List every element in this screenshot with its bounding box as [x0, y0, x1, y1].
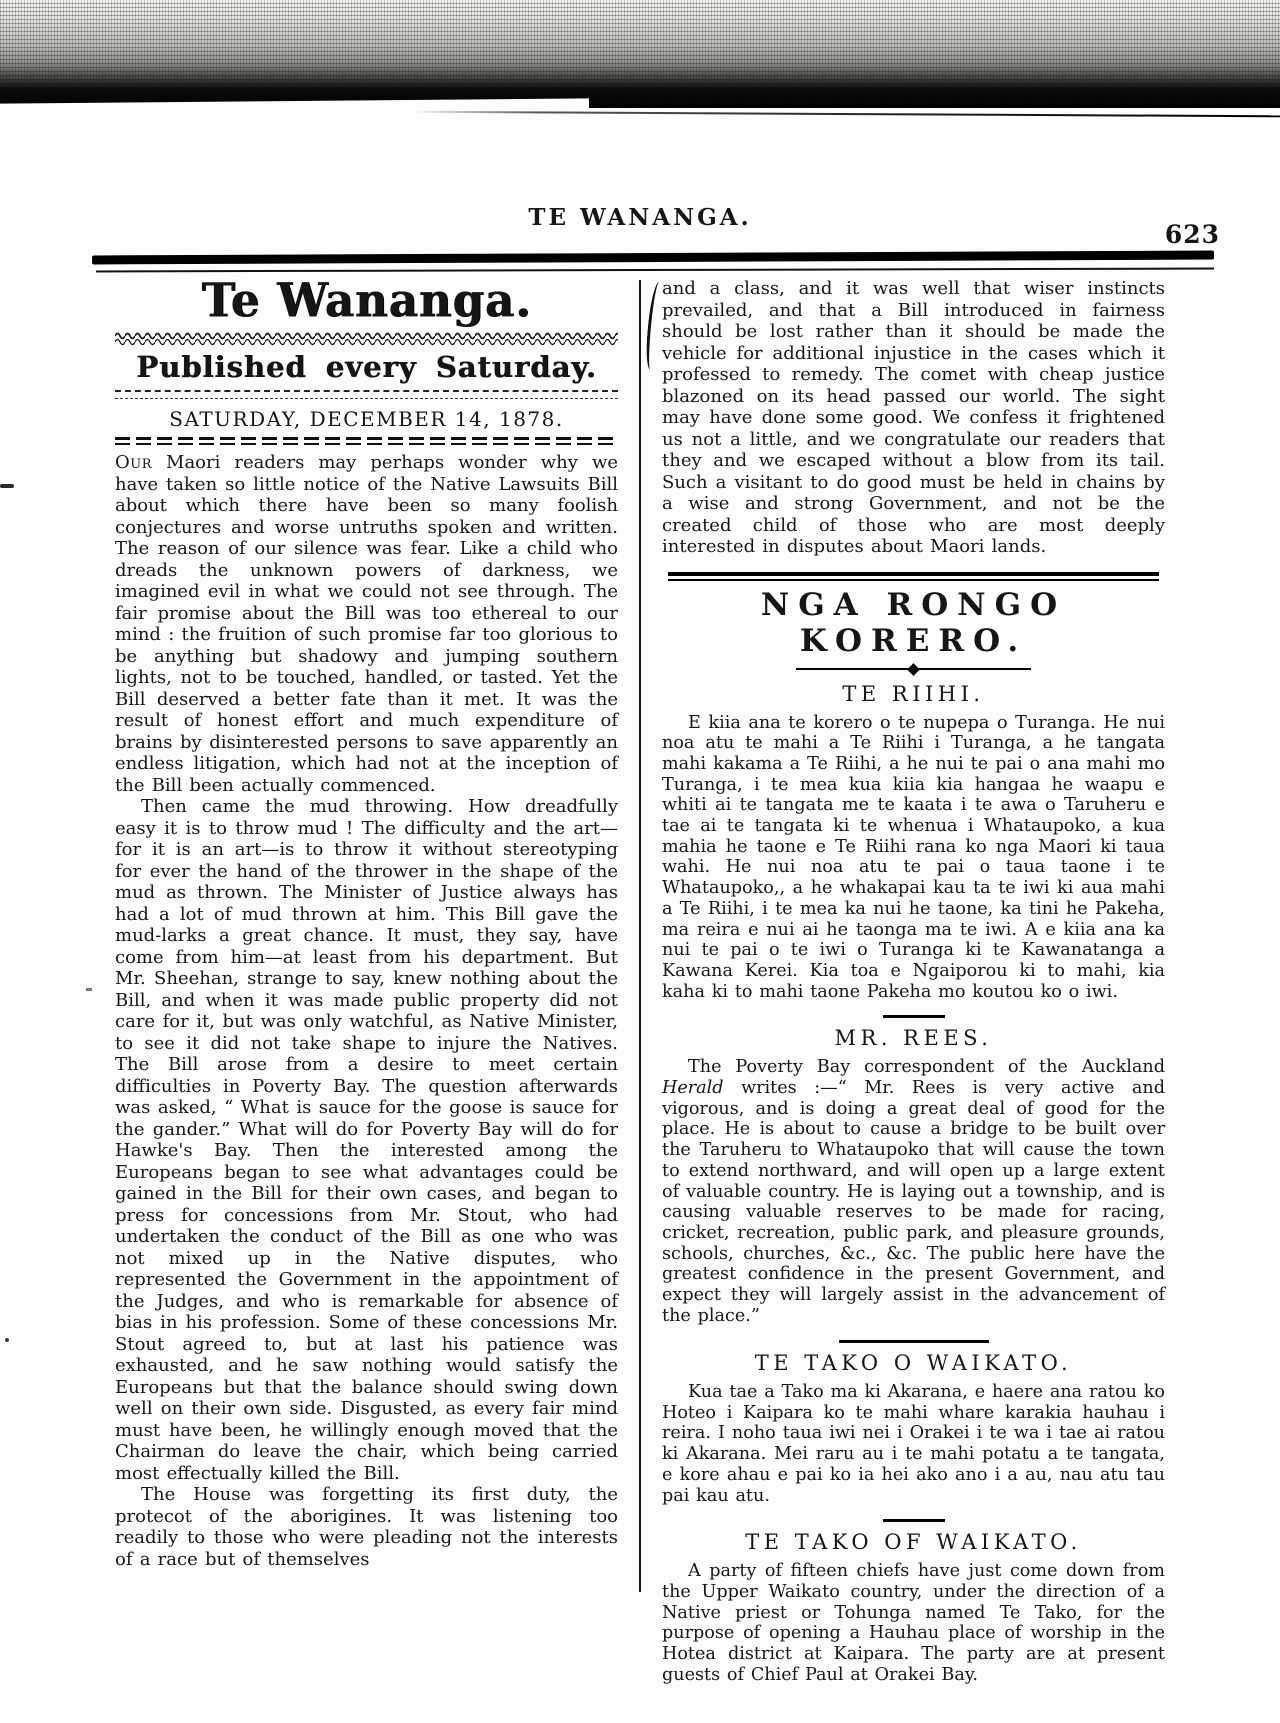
dateline: SATURDAY, DECEMBER 14, 1878. [169, 407, 564, 431]
mid-rule [839, 1340, 989, 1343]
editorial-paragraph-1-text: Maori readers may perhaps wonder why we have taken so little notice of the Native Lawsuits Bill about which there have been so many foolish conjectures and worse untruths spoken and written. The reason of our silence was fear. Like a child who dreads the unknown powers of darkness, we imagined evil in what we could not see through. The fair promise about the Bill was too ethereal to our mind : the fruition of such promise far too glorious to be anything but shadowy and jumping southern lights, not to be touched, handled, or tasted. Yet the Bill deserved a better fate than it met. It was the result of honest effort and much expenditure of brains by disinterested persons to save apparently an endless litigation, which had not at the inception of the Bill been actually commenced. [115, 452, 618, 796]
header-rule-thick [92, 251, 1214, 265]
mr-rees-herald-italic: Herald [662, 1078, 724, 1099]
article-te-tako-of-waikato [662, 1561, 1165, 1685]
mr-rees-text-post: writes :—“ Mr. Rees is very active and vigorous, and is doing a great deal of good for the place. He is about to cause a bridge to be built over the Taruheru to Whataupoko that will cause the town to extend northward, and will open up a large extent of valuable country. He is laying out a township, and is causing valuable reserves to be made for racing, cricket, recreation, public park, and pleasure grounds, schools, churches, &c., &c. The public here have the greatest confidence in the present Government, and expect they will largely assist in the advancement of the place.” [662, 1078, 1165, 1326]
heading-te-riihi: TE RIIHI. [842, 681, 985, 706]
double-dashed-rule [115, 437, 618, 445]
editorial-paragraph-4: and a class, and it was well that wiser instincts prevailed, and that a Bill introduced in fairness should be lost rather than it should be made the vehicle for additional injustice in the cases which it professed to remedy. The comet with cheap justice blazoned on its head passed our world. The sight may have done some good. We confess it frightened us not a little, and we congratulate our readers that they and we escaped without a blow from its tail. Such a visitant to do good must be held in chains by a wise and strong Government, and not be the created child of those who are most deeply interested in disputes about Maori lands. [662, 278, 1165, 557]
wavy-rule [115, 331, 618, 346]
masthead-tagline: Published every Saturday. [136, 350, 597, 384]
heading-te-tako-of-waikato: TE TAKO OF WAIKATO. [745, 1530, 1082, 1555]
mr-rees-text-pre: The Poverty Bay correspondent of the Auckland [688, 1057, 1165, 1078]
dashed-rule [115, 390, 618, 399]
diamond-icon [907, 663, 920, 676]
article-te-riihi-body: E kiia ana te korero o te nupepa o Turanga. He nui noa atu te mahi a Te Riihi i Turanga, a he tangata mahi kakama a Te Riihi, a he nui te pai o ana mahi mo Turanga, i te mea kua kiia kia hangaa he waapu e whiti ai te tangata me te kaata i te awa o Taruheru e tae ai te tangata ki te whenua i Whataupoko, a kua mahia he taone e Te Riihi rana ko nga Maori ki taua wahi. He nui noa atu te pai o taua taone i te Whataupoko,, a he whakapai kau ta te iwi ki aua mahi a Te Riihi, i te mea ka nui he taone, ka tini he Pakeha, ma reira e nui ai he taonga ma te iwi. A e kiia ana ka nui te pai o te iwi o Turanga ki te Kawanatanga a Kawana Kerei. Kia toa e Ngaiporou ki to mahi, kia kaha ki to mahi taone Pakeha mo koutou ko o iwi. [662, 712, 1165, 1002]
news-section-title: NGA RONGO KORERO. [760, 586, 1067, 659]
page-number: 623 [1164, 220, 1220, 249]
masthead-title: Te Wananga. [201, 272, 532, 329]
diamond-divider [662, 665, 1165, 674]
editorial-paragraph-1 [115, 452, 618, 796]
page-columns [115, 274, 1165, 1685]
article-mr-rees-body [662, 1057, 1165, 1326]
short-rule [883, 1519, 945, 1522]
scan-artifact [5, 1338, 9, 1342]
article-mr-rees [662, 1057, 1165, 1326]
running-head-title: TE WANANGA. [528, 204, 752, 231]
scanned-top-edge [0, 0, 1280, 108]
heading-mr-rees: MR. REES. [834, 1026, 993, 1051]
header-rule-thin [96, 268, 1214, 273]
left-column [115, 274, 618, 1685]
heading-te-tako-o-waikato: TE TAKO O WAIKATO. [754, 1350, 1073, 1375]
divider-line [916, 668, 1031, 670]
editorial-paragraph-3: The House was forgetting its first duty, the protecot of the aborigines. It was listening too readily to those who were pleading not the interests of a race but of themselves [115, 1484, 618, 1570]
editorial-continuation [662, 278, 1165, 558]
article-te-tako-of-waikato-body: A party of fifteen chiefs have just come down from the Upper Waikato country, under the direction of a Native priest or Tohunga named Te Tako, for the purpose of opening a Hauhau place of worship in the Hotea district at Kaipara. The party are at present guests of Chief Paul at Orakei Bay. [662, 1561, 1165, 1685]
article-te-tako-o-waikato [662, 1382, 1165, 1506]
section-double-rule [668, 572, 1159, 581]
article-te-riihi [662, 713, 1165, 1003]
editorial-paragraph-2: Then came the mud throwing. How dreadfully easy it is to throw mud ! The difficulty and the art—for it is an art—is to throw it without stereotyping for ever the hand of the thrower in the shape of the mud as thrown. The Minister of Justice always has had a lot of mud thrown at him. This Bill gave the mud-larks a great chance. It must, they say, have come from him—at least from his department. But Mr. Sheehan, strange to say, knew nothing about the Bill, and when it was made public property did not care for it, but was only watchful, as Native Minister, to see it did not take shape to injure the Natives. The Bill arose from a desire to meet certain difficulties in Poverty Bay. The question afterwards was asked, “ What is sauce for the goose is sauce for the gander.” What will do for Poverty Bay will do for Hawke's Bay. Then the interested among the Europeans began to see what advantages could be gained in the Bill for their own cases, and began to press for concessions from Mr. Stout, who had undertaken the conduct of the Bill as one who was not mixed up in the Native disputes, who represented the Government in the appointment of the Judges, and who is remarkable for absence of bias in his profession. Some of these concessions Mr. Stout agreed to, but at last his patience was exhausted, and he saw nothing would satisfy the Europeans but that the balance should swing down well on their own side. Disgusted, as every fair mind must have been, he willingly enough moved that the Chairman do leave the chair, which being carried most effectually killed the Bill. [115, 796, 618, 1484]
short-rule [883, 1015, 945, 1018]
scan-artifact [86, 988, 92, 991]
scan-artifact [0, 484, 14, 488]
scan-scratch-line [410, 111, 1280, 118]
divider-line [796, 668, 911, 670]
editorial-lead-word: Our [115, 452, 153, 473]
right-column [662, 274, 1165, 1685]
article-te-tako-o-waikato-body: Kua tae a Tako ma ki Akarana, e haere ana ratou ko Hoteo i Kaipara ko te mahi whare karakia hauhau i reira. I noho taua iwi nei i Orakei i te wa i tae ai ratou ki Akarana. Mei raru au i te mahi potatu a te tangata, e kore ahau e pai ko ia hei ako ano i a au, nau atu tau pai kau atu. [662, 1381, 1165, 1506]
